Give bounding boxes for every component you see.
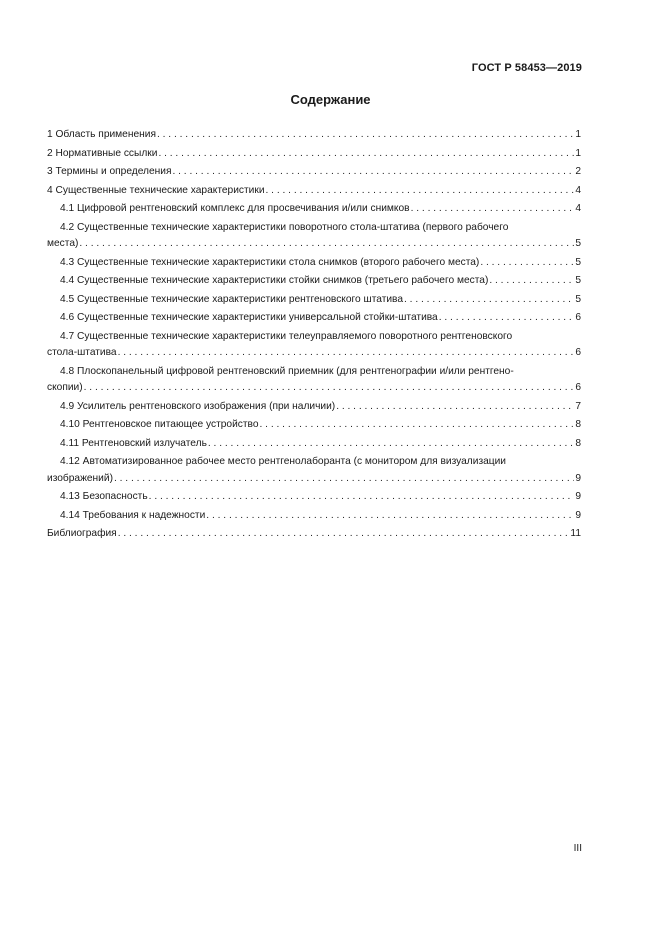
toc-entry-4[interactable]: 4 Существенные технические характеристики . . . 4 — [47, 182, 581, 201]
toc-entry-4-3[interactable]: 4.3 Существенные технические характеристики стола снимков (второго рабочего места) . . . 5 — [47, 254, 581, 273]
document-code: ГОСТ Р 58453—2019 — [471, 62, 582, 74]
toc-entry-3[interactable]: 3 Термины и определения . . . 2 — [47, 163, 581, 182]
toc-entry-4-4[interactable]: 4.4 Существенные технические характеристики стойки снимков (третьего рабочего места) . . . 5 — [47, 272, 581, 291]
toc-entry-4-14[interactable]: 4.14 Требования к надежности . . . 9 — [47, 507, 581, 526]
toc-entry-4-10[interactable]: 4.10 Рентгеновское питающее устройство . . . 8 — [47, 416, 581, 435]
toc-entry-4-7[interactable]: 4.7 Существенные технические характеристики телеуправляемого поворотного рентгеновского стола-штатива . . . 6 — [47, 330, 581, 363]
toc-entry-4-8[interactable]: 4.8 Плоскопанельный цифровой рентгеновский приемник (для рентгенографии и/или рентгено- скопии) . . . 6 — [47, 365, 581, 398]
toc-entry-4-6[interactable]: 4.6 Существенные технические характеристики универсальной стойки-штатива . . . 6 — [47, 309, 581, 328]
toc-entry-4-12[interactable]: 4.12 Автоматизированное рабочее место рентгенолаборанта (с монитором для визуализации изображений) . . . 9 — [47, 455, 581, 488]
toc-entry-4-9[interactable]: 4.9 Усилитель рентгеновского изображения (при наличии) . . . 7 — [47, 398, 581, 417]
toc-entry-4-2[interactable]: 4.2 Существенные технические характеристики поворотного стола-штатива (первого рабочего места) . . . 5 — [47, 221, 581, 254]
toc-entry-4-1[interactable]: 4.1 Цифровой рентгеновский комплекс для просвечивания и/или снимков . . . 4 — [47, 200, 581, 219]
toc-title: Содержание — [290, 92, 371, 107]
toc-entry-4-13[interactable]: 4.13 Безопасность . . . 9 — [47, 488, 581, 507]
toc-entry-4-11[interactable]: 4.11 Рентгеновский излучатель . . . 8 — [47, 435, 581, 454]
toc-entry-2[interactable]: 2 Нормативные ссылки . . . 1 — [47, 145, 581, 164]
toc-entry-1[interactable]: 1 Область применения . . . 1 — [47, 126, 581, 145]
toc-entry-bibliography[interactable]: Библиография . . . 11 — [47, 525, 581, 544]
page-number: III — [573, 843, 582, 854]
table-of-contents — [47, 126, 581, 544]
toc-entry-4-5[interactable]: 4.5 Существенные технические характеристики рентгеновского штатива . . . 5 — [47, 291, 581, 310]
